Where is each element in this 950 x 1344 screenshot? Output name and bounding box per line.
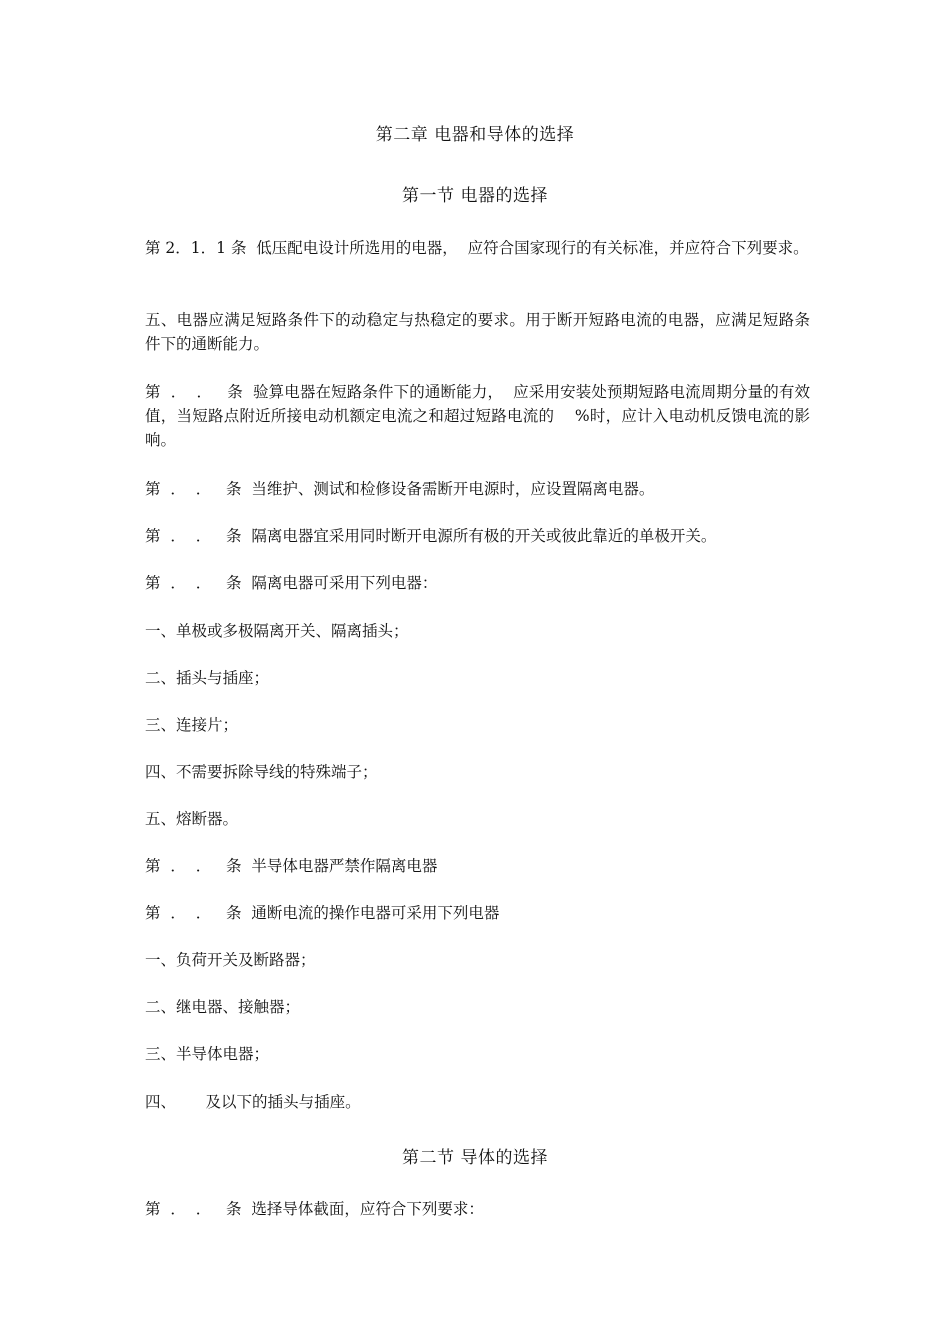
section-title-electrical-selection: 第一节 电器的选择 — [402, 186, 548, 206]
list-item: 一、单极或多极隔离开关、隔离插头； — [145, 622, 409, 640]
list-item: 一、负荷开关及断路器； — [145, 951, 316, 969]
item-five-short-circuit: 五、电器应满足短路条件下的动稳定与热稳定的要求。用于断开短路电流的电器，应满足短路条件下的通断能力。 — [145, 311, 810, 353]
list-item: 三、连接片； — [145, 716, 239, 734]
clause-isolation-switch: 第 ． ． 条 隔离电器宜采用同时断开电源所有极的开关或彼此靠近的单极开关。 — [145, 527, 717, 545]
list-item: 三、半导体电器； — [145, 1045, 270, 1063]
list-item: 四、不需要拆除导线的特殊端子； — [145, 763, 378, 781]
clause-breaking-capacity: 第 ． ． 条 验算电器在短路条件下的通断能力， 应采用安装处预期短路电流周期分量的有效值，当短路点附近所接电动机额定电流之和超过短路电流的 %时，应计入电动机反馈电流的影响。 — [145, 383, 810, 449]
clause-semiconductor-prohibited: 第 ． ． 条 半导体电器严禁作隔离电器 — [145, 857, 438, 875]
clause-operating-devices: 第 ． ． 条 通断电流的操作电器可采用下列电器 — [145, 904, 500, 922]
list-item: 二、继电器、接触器； — [145, 998, 301, 1016]
list-item: 二、插头与插座； — [145, 669, 270, 687]
list-item: 五、熔断器。 — [145, 810, 239, 828]
chapter-title: 第二章 电器和导体的选择 — [375, 125, 575, 145]
clause-2-1-1: 第 2．1．1 条 低压配电设计所选用的电器， 应符合国家现行的有关标准，并应符合下列要求。 — [145, 239, 809, 257]
clause-conductor-cross-section: 第 ． ． 条 选择导体截面，应符合下列要求： — [145, 1200, 484, 1218]
section-title-conductor-selection: 第二节 导体的选择 — [402, 1148, 548, 1168]
list-item: 四、 及以下的插头与插座。 — [145, 1093, 361, 1111]
clause-isolation-requirement: 第 ． ． 条 当维护、测试和检修设备需断开电源时，应设置隔离电器。 — [145, 480, 655, 498]
clause-isolation-devices: 第 ． ． 条 隔离电器可采用下列电器： — [145, 574, 438, 592]
